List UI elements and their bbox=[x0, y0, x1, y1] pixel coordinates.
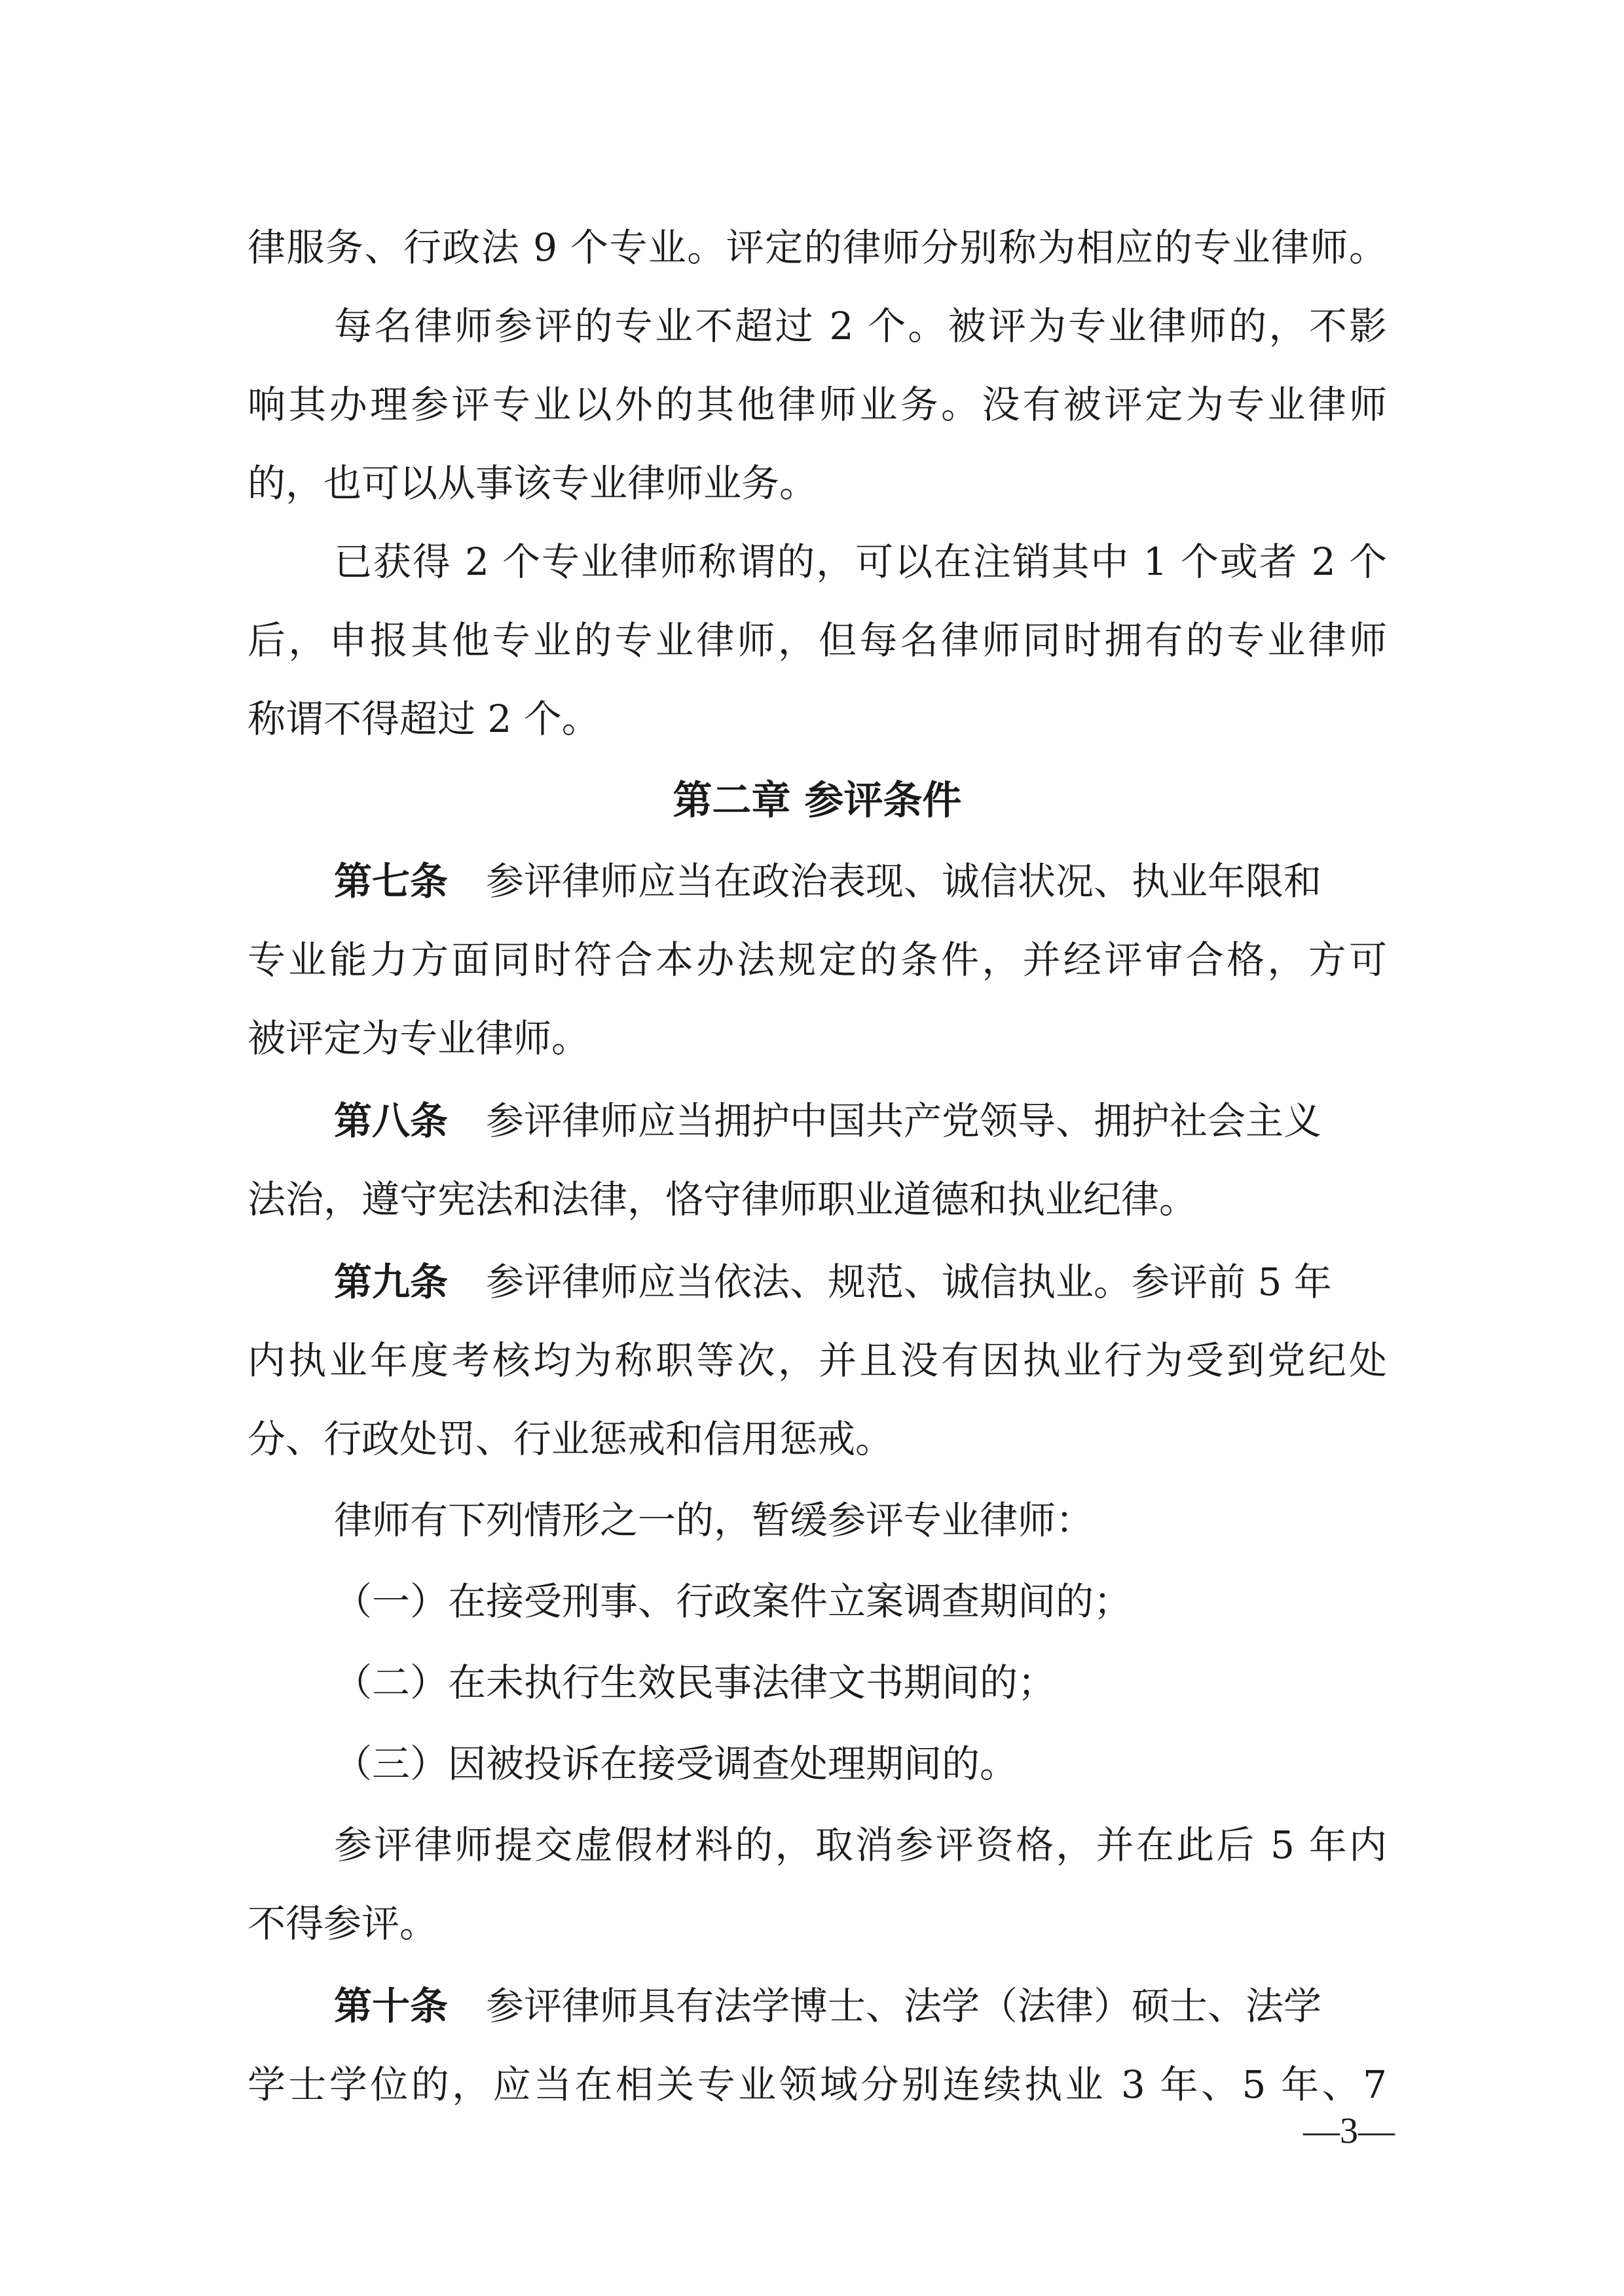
body-line: 每名律师参评的专业不超过 2 个。被评为专业律师的，不影 bbox=[334, 304, 1387, 348]
article-7-label: 第七条 bbox=[334, 859, 449, 903]
article-8-text: 参评律师应当拥护中国共产党领导、拥护社会主义 bbox=[486, 1099, 1322, 1143]
body-line: 响其办理参评专业以外的其他律师业务。没有被评定为专业律师 bbox=[248, 382, 1387, 427]
body-line: 律服务、行政法 9 个专业。评定的律师分别称为相应的专业律师。 bbox=[248, 225, 1387, 270]
article-8-line bbox=[248, 1082, 1387, 1160]
chapter-heading: 第二章 参评条件 bbox=[673, 778, 962, 824]
list-item: （一）在接受刑事、行政案件立案调查期间的； bbox=[334, 1579, 1132, 1624]
article-7-text: 参评律师应当在政治表现、诚信状况、执业年限和 bbox=[486, 859, 1322, 903]
article-9-line bbox=[248, 1243, 1387, 1321]
article-10-label: 第十条 bbox=[334, 1984, 449, 2028]
article-10-text: 参评律师具有法学博士、法学（法律）硕士、法学 bbox=[486, 1984, 1322, 2028]
article-9-text: 参评律师应当依法、规范、诚信执业。参评前 5 年 bbox=[486, 1260, 1332, 1304]
body-line: 法治，遵守宪法和法律，恪守律师职业道德和执业纪律。 bbox=[248, 1177, 1198, 1222]
body-line: 不得参评。 bbox=[248, 1901, 438, 1946]
body-line: 内执业年度考核均为称职等次，并且没有因执业行为受到党纪处 bbox=[248, 1338, 1387, 1383]
list-item: （三）因被投诉在接受调查处理期间的。 bbox=[334, 1741, 1018, 1786]
article-8-label: 第八条 bbox=[334, 1099, 449, 1143]
article-9-label: 第九条 bbox=[334, 1260, 449, 1304]
body-line: 称谓不得超过 2 个。 bbox=[248, 697, 600, 741]
body-line: 已获得 2 个专业律师称谓的，可以在注销其中 1 个或者 2 个 bbox=[334, 539, 1387, 584]
article-10-line bbox=[248, 1967, 1387, 2045]
article-7-line bbox=[248, 842, 1387, 920]
page-number: —3— bbox=[1303, 2111, 1395, 2151]
body-line: 参评律师提交虚假材料的，取消参评资格，并在此后 5 年内 bbox=[334, 1823, 1387, 1867]
body-line: 的，也可以从事该专业律师业务。 bbox=[248, 461, 818, 505]
list-item: （二）在未执行生效民事法律文书期间的； bbox=[334, 1660, 1056, 1705]
body-line: 分、行政处罚、行业惩戒和信用惩戒。 bbox=[248, 1417, 894, 1461]
body-line: 被评定为专业律师。 bbox=[248, 1016, 590, 1061]
body-line: 专业能力方面同时符合本办法规定的条件，并经评审合格，方可 bbox=[248, 938, 1387, 982]
body-line: 后，申报其他专业的专业律师，但每名律师同时拥有的专业律师 bbox=[248, 618, 1387, 663]
body-line: 学士学位的，应当在相关专业领域分别连续执业 3 年、5 年、7 bbox=[248, 2062, 1387, 2107]
body-line: 律师有下列情形之一的，暂缓参评专业律师： bbox=[334, 1498, 1094, 1542]
